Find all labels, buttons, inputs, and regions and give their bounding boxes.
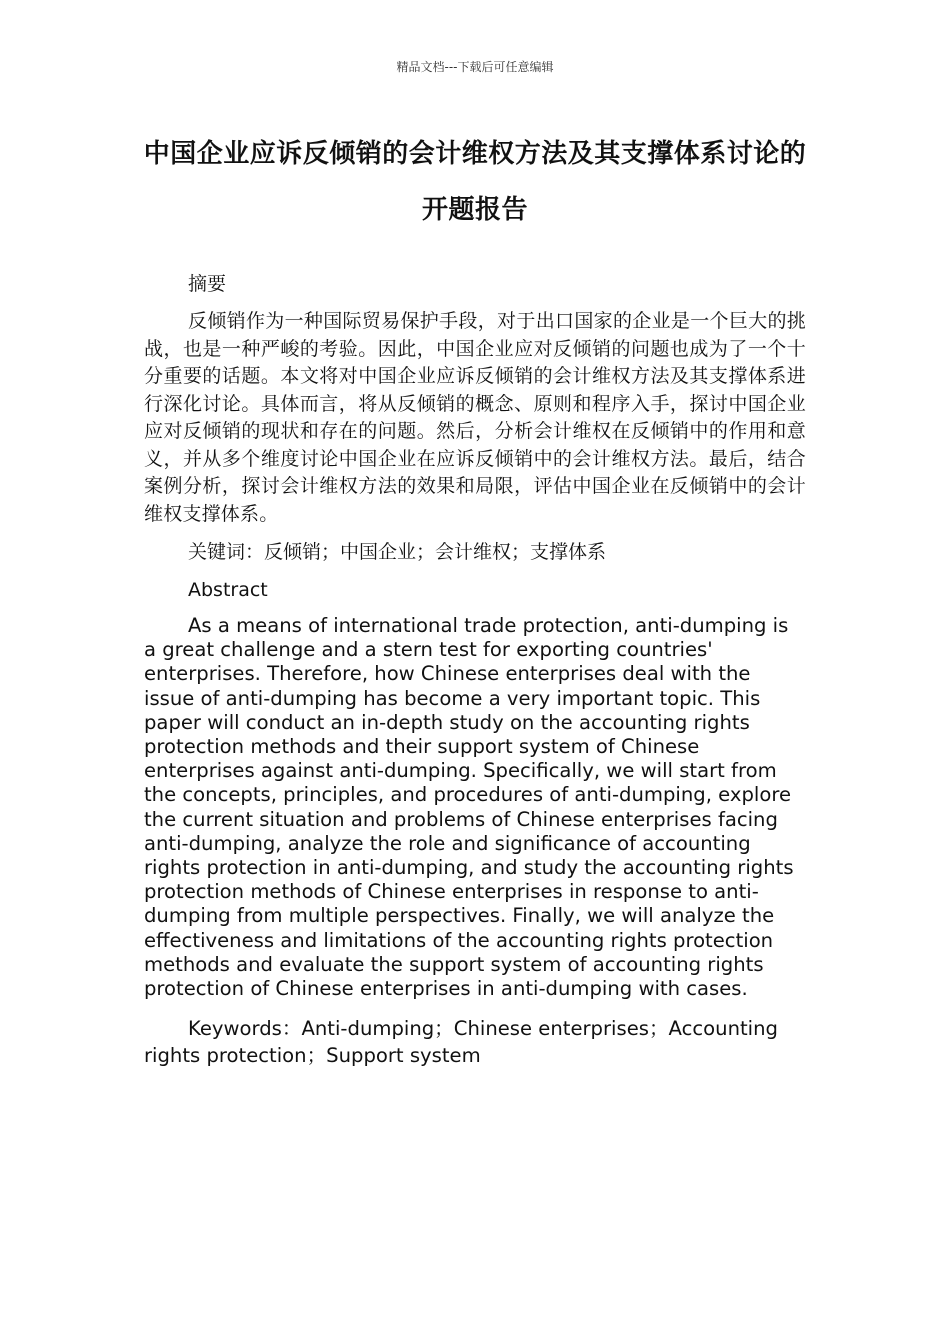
header-note: 精品文档---下载后可任意编辑 bbox=[396, 60, 554, 74]
keywords-en: Keywords：Anti-dumping；Chinese enterprises；Accounting rights protection；Support system bbox=[144, 1017, 778, 1068]
abstract-cn-body: 反倾销作为一种国际贸易保护手段，对于出口国家的企业是一个巨大的挑战，也是一种严峻的考验。因此，中国企业应对反倾销的问题也成为了一个十分重要的话题。本文将对中国企业应诉反倾销的会计维权方法及其支撑体系进行深化讨论。具体而言，将从反倾销的概念、原则和程序入手，探讨中国企业应对反倾销的现状和存在的问题。然后，分析会计维权在反倾销中的作用和意义，并从多个维度讨论中国企业在应诉反倾销中的会计维权方法。最后，结合案例分析，探讨会计维权方法的效果和局限，评估中国企业在反倾销中的会计维权支撑体系。 bbox=[144, 310, 806, 525]
keywords-cn: 关键词：反倾销；中国企业；会计维权；支撑体系 bbox=[188, 541, 607, 563]
document-title: 中国企业应诉反倾销的会计维权方法及其支撑体系讨论的开题报告 bbox=[143, 139, 807, 225]
abstract-cn-heading: 摘要 bbox=[188, 273, 227, 295]
abstract-en-heading: Abstract bbox=[188, 579, 268, 601]
abstract-en-body: As a means of international trade protection, anti-dumping is a great challenge and a stern test for exporting countries' enterprises. Therefore, how Chinese enterprises deal with the issue of anti-dumping has become a very important topic. This paper will conduct an in-depth study on the accounting rights protection methods and their support system of Chinese enterprises against anti-dumping. Specifically, we will start from the concepts, principles, and procedures of anti-dumping, explore the current situation and problems of Chinese enterprises facing anti-dumping, analyze the role and significance of accounting rights protection in anti-dumping, and study the accounting rights protection methods of Chinese enterprises in response to anti-dumping from multiple perspectives. Finally, we will analyze the effectiveness and limitations of the accounting rights protection methods and evaluate the support system of accounting rights protection of Chinese enterprises in anti-dumping with cases. bbox=[144, 614, 794, 1001]
document-body bbox=[144, 270, 806, 1069]
